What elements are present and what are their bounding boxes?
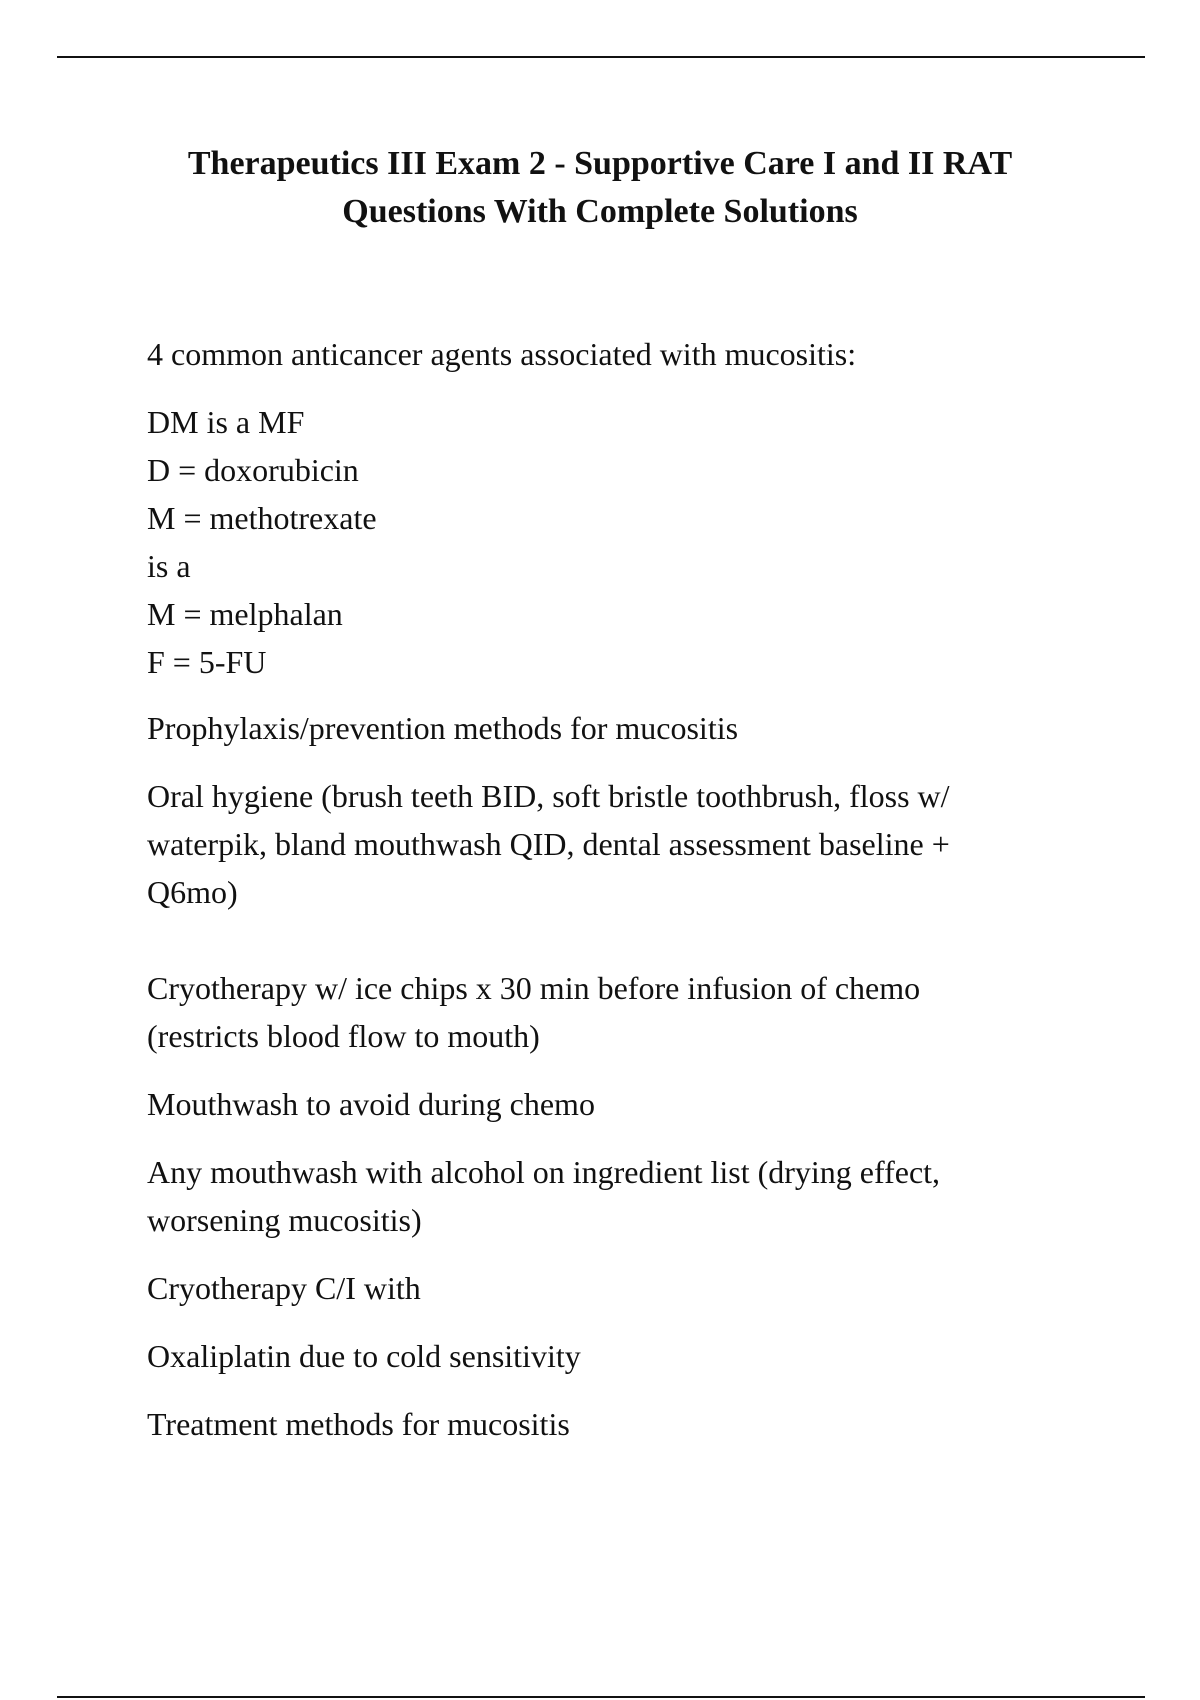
question-treatment: Treatment methods for mucositis <box>147 1406 570 1442</box>
answer-oral-hygiene-1: Oral hygiene (brush teeth BID, soft bristle toothbrush, floss w/ <box>147 778 950 814</box>
answer-mouthwash-2: worsening mucositis) <box>147 1202 422 1238</box>
answer-is-a: is a <box>147 548 191 584</box>
question-cryotherapy-ci: Cryotherapy C/I with <box>147 1270 421 1306</box>
question-agents: 4 common anticancer agents associated with mucositis: <box>147 336 857 372</box>
answer-mnemonic: DM is a MF <box>147 404 305 440</box>
answer-oxaliplatin: Oxaliplatin due to cold sensitivity <box>147 1338 581 1374</box>
answer-doxorubicin: D = doxorubicin <box>147 452 359 488</box>
answer-oral-hygiene-2: waterpik, bland mouthwash QID, dental assessment baseline + <box>147 826 950 862</box>
title-line-2: Questions With Complete Solutions <box>342 193 858 230</box>
answer-5fu: F = 5-FU <box>147 644 267 680</box>
answer-cryotherapy-1: Cryotherapy w/ ice chips x 30 min before infusion of chemo <box>147 970 921 1006</box>
answer-cryotherapy-2: (restricts blood flow to mouth) <box>147 1018 540 1054</box>
answer-melphalan: M = melphalan <box>147 596 343 632</box>
bottom-divider <box>57 1696 1145 1698</box>
answer-mouthwash-1: Any mouthwash with alcohol on ingredient list (drying effect, <box>147 1154 941 1190</box>
question-mouthwash: Mouthwash to avoid during chemo <box>147 1086 595 1122</box>
answer-oral-hygiene-3: Q6mo) <box>147 874 238 910</box>
page-title <box>0 140 1200 236</box>
answer-methotrexate: M = methotrexate <box>147 500 377 536</box>
top-divider <box>57 56 1145 58</box>
question-prophylaxis: Prophylaxis/prevention methods for mucositis <box>147 710 739 746</box>
title-line-1: Therapeutics III Exam 2 - Supportive Care I and II RAT <box>187 145 1013 182</box>
